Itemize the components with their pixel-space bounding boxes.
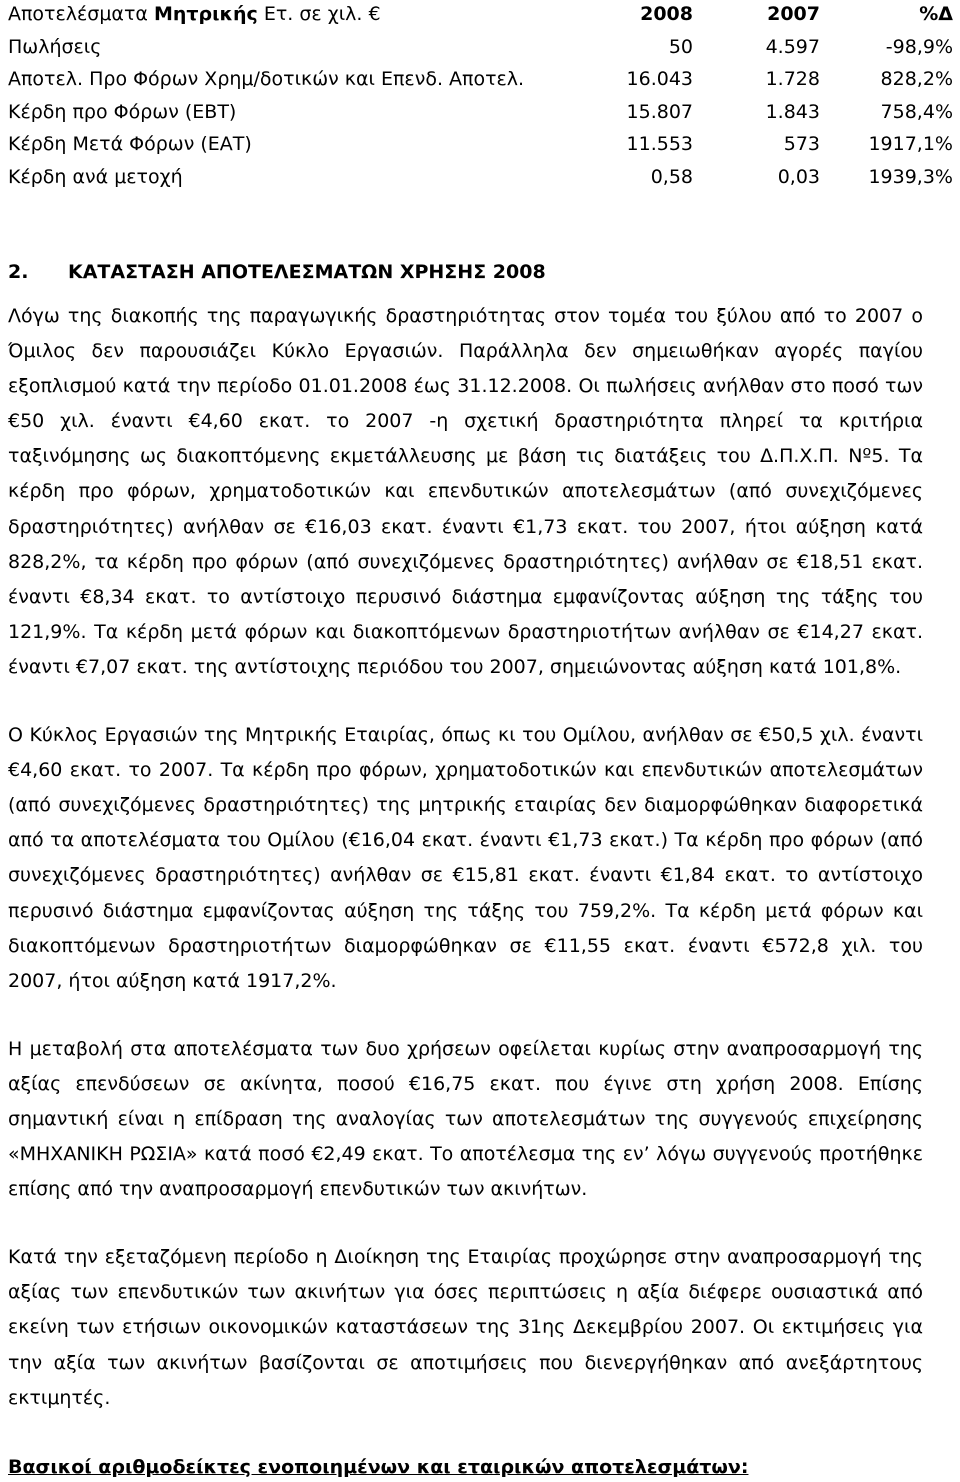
row-change: -98,9% — [885, 35, 953, 58]
row-value-2008: 15.807 — [626, 100, 693, 123]
header-label — [8, 0, 568, 31]
row-label: Κέρδη ανά μετοχή — [8, 165, 183, 188]
paragraph-change-explanation: Η μεταβολή στα αποτελέσματα των δυο χρήσεων οφείλεται κυρίως στην αναπροσαρμογή της αξίας επενδύσεων σε ακίνητα, ποσού €16,75 εκατ. που έγινε στη χρήση 2008. Επίσης σημαντική είναι η επίδραση της αναλογίας των αποτελεσμάτων της συγγενούς επιχείρησης «ΜΗΧΑΝΙΚΗ ΡΩΣΙΑ» κατά ποσό €2,49 εκατ. Το αποτέλεσμα της εν’ λόγω συγγενούς προτήθηκε επίσης από την αναπροσαρμογή επενδυτικών των ακινήτων. — [8, 1037, 923, 1201]
paragraph-group-results: Λόγω της διακοπής της παραγωγικής δραστηριότητας στον τομέα του ξύλου από το 2007 ο Όμιλος δεν παρουσιάζει Κύκλο Εργασιών. Παράλληλα δεν σημειωθήκαν αγορές παγίου εξοπλισμού κατά την περίοδο 01.01.2008 έως 31.12.2008. Οι πωλήσεις ανήλθαν στο ποσό των €50 χιλ. έναντι €4,60 εκατ. το 2007 -η σχετική δραστηριότητα πληρεί τα κριτήρια ταξινόμησης ως διακοπτόμενης εκμετάλλευσης με βάση τις διατάξεις του Δ.Π.Χ.Π. Νº5. Τα κέρδη προ φόρων, χρηματοδοτικών και επενδυτικών αποτελεσμάτων (από συνεχιζόμενες δραστηριότητες) ανήλθαν σε €16,03 εκατ. έναντι €1,73 εκατ. του 2007, ήτοι αύξηση κατά 828,2%, τα κέρδη προ φόρων (από συνεχιζόμενες δραστηριότητες) ανήλθαν σε €18,51 εκατ. έναντι €8,34 εκατ. το αντίστοιχο περυσινό διάστημα εμφανίζοντας αύξηση της τάξης του 121,9%. Τα κέρδη μετά φόρων και διακοπτόμενων δραστηριοτήτων ανήλθαν σε €14,27 εκατ. έναντι €7,07 εκατ. της αντίστοιχης περιόδου του 2007, σημειώνοντας αύξηση κατά 101,8%. — [8, 305, 923, 678]
row-label: Κέρδη προ Φόρων (ΕΒΤ) — [8, 100, 237, 123]
row-value-2007: 4.597 — [765, 35, 820, 58]
results-table-header — [8, 0, 953, 31]
row-value-2007: 1.843 — [765, 100, 820, 123]
row-label: Κέρδη Μετά Φόρων (ΕΑΤ) — [8, 133, 252, 155]
header-label-suffix: Ετ. σε χιλ. € — [257, 3, 381, 25]
row-change: 1939,3% — [868, 165, 953, 188]
table-row — [8, 63, 953, 96]
row-change: 828,2% — [880, 68, 953, 90]
row-change: 758,4% — [880, 100, 953, 123]
table-row — [8, 31, 953, 64]
table-row — [8, 161, 953, 194]
row-value-2008: 11.553 — [626, 133, 693, 155]
header-col-change: %Δ — [919, 3, 953, 25]
header-label-prefix: Αποτελέσματα — [8, 3, 154, 25]
table-row — [8, 96, 953, 129]
key-ratios-heading: Βασικοί αριθμοδείκτες ενοποιημένων και εταιρικών αποτελεσμάτων: — [8, 1455, 749, 1478]
row-label: Αποτελ. Προ Φόρων Χρημ/δοτικών και Επενδ. Αποτελ. — [8, 68, 525, 90]
row-value-2008: 16.043 — [626, 68, 693, 90]
header-col-2007: 2007 — [767, 3, 820, 25]
section-number: 2. — [8, 261, 29, 283]
row-value-2007: 0,03 — [777, 165, 820, 188]
header-col-2008: 2008 — [640, 3, 693, 25]
row-value-2008: 0,58 — [650, 165, 693, 188]
header-label-bold: Μητρικής — [153, 3, 258, 25]
row-value-2007: 1.728 — [765, 68, 820, 90]
paragraph-revaluation: Κατά την εξεταζόμενη περίοδο η Διοίκηση της Εταιρίας προχώρησε στην αναπροσαρμογή της αξίας των επενδυτικών των ακινήτων για όσες περιπτώσεις η αξία διέφερε ουσιαστικά από εκείνη των ετήσιων οικονομικών καταστάσεων της 31ης Δεκεμβρίου 2007. Οι εκτιμήσεις για την αξία των ακινήτων βασίζονται σε αποτιμήσεις που διενεργήθηκαν από ανεξάρτητους εκτιμητές. — [8, 1246, 923, 1409]
row-value-2007: 573 — [783, 133, 820, 155]
row-change: 1917,1% — [868, 133, 953, 155]
row-label: Πωλήσεις — [8, 35, 102, 58]
results-table — [8, 0, 953, 193]
table-row — [8, 128, 953, 161]
section-heading — [8, 257, 924, 287]
paragraph-parent-company: Ο Κύκλος Εργασιών της Μητρικής Εταιρίας, όπως κι του Ομίλου, ανήλθαν σε €50,5 χιλ. έναντι €4,60 εκατ. το 2007. Τα κέρδη προ φόρων, χρηματοδοτικών και επενδυτικών αποτελεσμάτων (από συνεχιζόμενες δραστηριότητες) της μητρικής εταιρίας δεν διαμορφώθηκαν διαφορετικά από τα αποτελέσματα του Ομίλου (€16,04 εκατ. έναντι €1,73 εκατ.) Τα κέρδη προ φόρων (από συνεχιζόμενες δραστηριότητες) ανήλθαν σε €15,81 εκατ. έναντι €1,84 εκατ. το αντίστοιχο περυσινό διάστημα εμφανίζοντας αύξηση της τάξης του 759,2%. Τα κέρδη μετά φόρων και διακοπτόμενων δραστηριοτήτων διαμορφώθηκαν σε €11,55 εκατ. έναντι €572,8 χιλ. του 2007, ήτοι αύξηση κατά 1917,2%. — [8, 724, 923, 992]
row-value-2008: 50 — [668, 35, 693, 58]
section-title: ΚΑΤΑΣΤΑΣΗ ΑΠΟΤΕΛΕΣΜΑΤΩΝ ΧΡΗΣΗΣ 2008 — [68, 261, 546, 283]
